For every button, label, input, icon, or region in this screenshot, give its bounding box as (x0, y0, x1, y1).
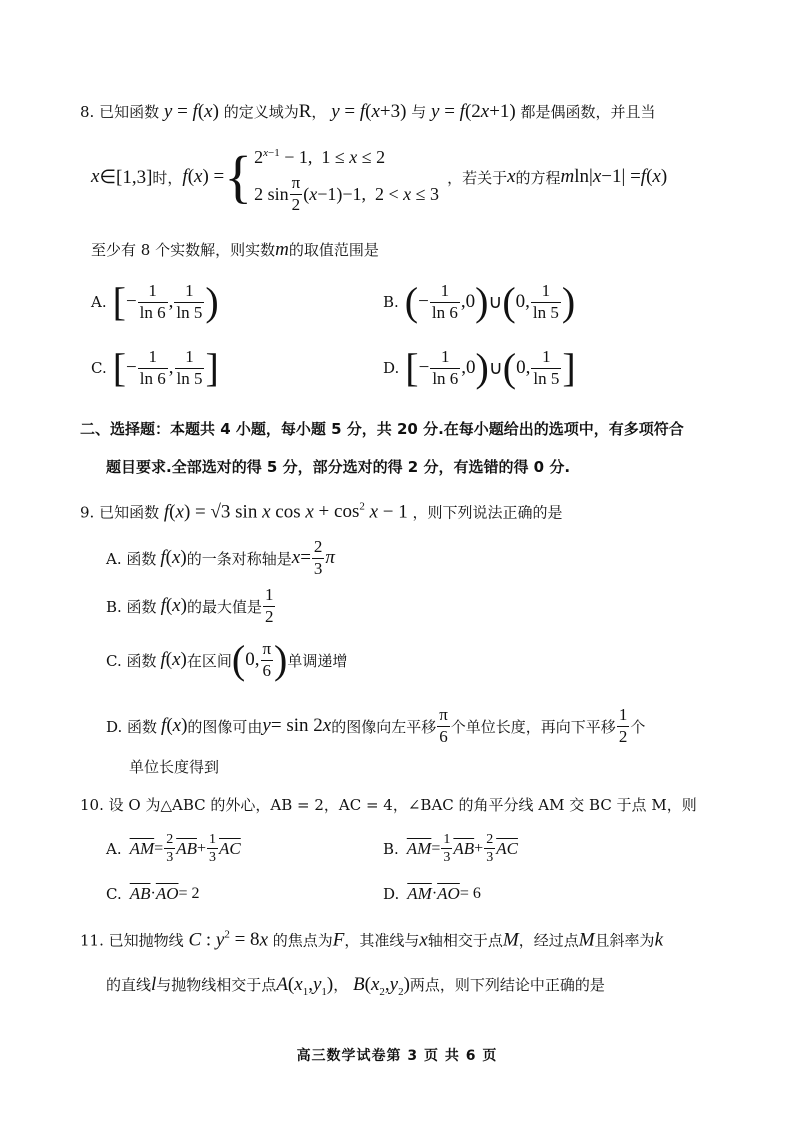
q10-number: 10. (80, 796, 104, 814)
q11-text: ，经过点 (518, 931, 579, 950)
q11-text: 轴相交于点 (427, 931, 503, 950)
q11-text: 且斜率为 (594, 931, 655, 950)
option-text: 的一条对称轴是 (186, 549, 292, 568)
q11-text: ，其准线与 (344, 931, 420, 950)
q10-text: 设 O 为△ABC 的外心，AB = 2，AC = 4，∠BAC 的角平分线 AM 交 BC 于点 M，则 (108, 796, 697, 814)
q8-line1: 8. 已知函数 y = f(x) 的定义域为R， y = f(x+3) 与 y = f(2x+1) 都是偶函数，并且当 (80, 101, 656, 122)
q11-line2: 的直线l与抛物线相交于点$A(x_1,y_1)$， $B(x_2,y_2)$两点，则下列结论中正确的是 (106, 974, 605, 998)
q10-option-d[interactable]: D. $\overline{AM}$ · $\overline{AO}$ = 6 (383, 884, 481, 903)
q8-text: 至少有 8 个实数解，则实数 (91, 241, 276, 259)
option-label: C. (106, 885, 122, 903)
q9-option-a[interactable]: A. 函数 f ( x ) 的一条对称轴是 x = $\frac{2}{3}$ π (106, 537, 335, 578)
option-text: 个单位长度，再向下平移 (450, 717, 616, 736)
q11-text: ， (333, 976, 349, 994)
q11-line1: 11. 已知抛物线 C : $y^2 = 8x$ 的焦点为F，其准线与x轴相交于点M，经过点M且斜率为k (80, 929, 663, 951)
q8-option-b[interactable]: B. ( − $\frac{1}{\ln 6}$ ,0 ) ∪ ( 0, $\frac{1}{\ln 5}$ ) (383, 279, 576, 325)
option-value: = 2 (178, 885, 200, 902)
q8-text: ，若关于 (447, 168, 508, 187)
option-text: B. 函数 (106, 597, 157, 616)
piecewise-brace: { (224, 144, 253, 210)
option-value: = 6 (459, 885, 481, 902)
option-text: 的最大值是 (186, 597, 262, 616)
page-footer: 高三数学试卷第 3 页 共 6 页 (296, 1048, 498, 1064)
option-label: B. (383, 839, 399, 858)
q9-number: 9. (80, 503, 95, 522)
q8-option-d[interactable]: D. [ − $\frac{1}{\ln 6}$ ,0 ) ∪ ( 0, $\frac{1}{\ln 5}$ ] (383, 345, 576, 391)
q11-text: 与抛物线相交于点 (156, 976, 277, 994)
option-text: D. 函数 (106, 717, 158, 736)
option-text: 个 (630, 717, 646, 736)
q11-text: 的焦点为 (272, 931, 333, 950)
q9-text: 已知函数 (99, 503, 160, 522)
q9-text: ，则下列说法正确的是 (412, 503, 563, 522)
option-text: 的图像可由 (187, 717, 263, 736)
q11-number: 11. (80, 931, 104, 950)
option-text: 的图像向左平移 (331, 717, 437, 736)
q11-text: 已知抛物线 (108, 931, 184, 950)
q8-text: 已知函数 (99, 103, 160, 121)
q10-option-a[interactable]: A. $\overline{AM}$ = $\frac{2}{3}$ $\overline{AB}$ + $\frac{1}{3}$ $\overline{AC}$ (106, 832, 241, 866)
option-text: C. 函数 (106, 651, 157, 670)
option-text: A. 函数 (106, 549, 157, 568)
q8-expr-y: y (163, 101, 173, 122)
q8-text: 都是偶函数，并且当 (520, 103, 656, 121)
option-label: D. (383, 359, 400, 378)
q9-option-d-line2: 单位长度得到 (129, 758, 220, 776)
q10-stem (80, 798, 697, 813)
option-text: 在区间 (186, 651, 232, 670)
q9-option-d[interactable]: D. 函数 f ( x ) 的图像可由 y = sin 2 x 的图像向左平移 $\frac{\pi}{6}$ 个单位长度，再向下平移 $\frac{1}{2}$ 个 (106, 705, 646, 746)
q9-option-c[interactable]: C. 函数 f ( x ) 在区间 ( 0, $\frac{\pi}{6}$ ) 单调递增 (106, 637, 348, 683)
q10-option-b[interactable]: B. $\overline{AM}$ = $\frac{1}{3}$ $\overline{AB}$ + $\frac{2}{3}$ $\overline{AC}$ (383, 832, 518, 866)
q8-domain: R (298, 101, 312, 122)
option-label: D. (383, 885, 400, 903)
q8-text: 的方程 (515, 168, 561, 187)
option-label: B. (383, 293, 399, 312)
q8-text: 的定义域为 (223, 103, 299, 121)
q8-text: 与 (411, 103, 427, 121)
section2-header-line2: 题目要求.全部选对的得 5 分，部分选对的得 2 分，有选错的得 0 分. (106, 458, 571, 476)
q10-option-c[interactable]: C. $\overline{AB}$ · $\overline{AO}$ = 2 (106, 884, 200, 903)
q8-text: 时， (152, 168, 183, 187)
q8-option-a[interactable]: A. [ − $\frac{1}{\ln 6}$ , $\frac{1}{\ln 5}$ ) (91, 279, 219, 325)
q9-stem: 9. 已知函数 f(x) = √3 sin x $\cos x + \cos^2 x - 1$ ，则下列说法正确的是 (80, 501, 563, 523)
q8-line2: x ∈[1,3] 时， f ( x ) = { $2^{x-1} - 1$, 1 ≤ x ≤ 2 2 sin $\frac{\pi}{2}$ (x−1)−1, 2 < x ≤ 3 ，若关于 x 的方程 m ln| x −1| = f ( x ) (91, 140, 667, 214)
q8-option-c[interactable]: C. [ − $\frac{1}{\ln 6}$ , $\frac{1}{\ln 5}$ ] (91, 345, 219, 391)
section2-header-line1: 二、选择题：本题共 4 小题，每小题 5 分，共 20 分.在每小题给出的选项中，有多项符合 (80, 420, 684, 438)
q8-text: 的取值范围是 (288, 241, 379, 259)
option-label: C. (91, 359, 107, 378)
piecewise-cases: $2^{x-1} - 1$, 1 ≤ x ≤ 2 2 sin $\frac{\pi}{2}$ (x−1)−1, 2 < x ≤ 3 (254, 146, 440, 214)
q9-option-b[interactable]: B. 函数 f ( x ) 的最大值是 $\frac{1}{2}$ (106, 585, 274, 626)
q8-line3: 至少有 8 个实数解，则实数m的取值范围是 (91, 239, 379, 260)
option-label: A. (91, 293, 107, 312)
q8-number: 8. (80, 103, 95, 121)
q11-text: 的直线 (106, 976, 152, 994)
option-text: 单调递增 (287, 651, 348, 670)
q11-text: 两点，则下列结论中正确的是 (409, 976, 605, 994)
option-label: A. (106, 839, 122, 858)
